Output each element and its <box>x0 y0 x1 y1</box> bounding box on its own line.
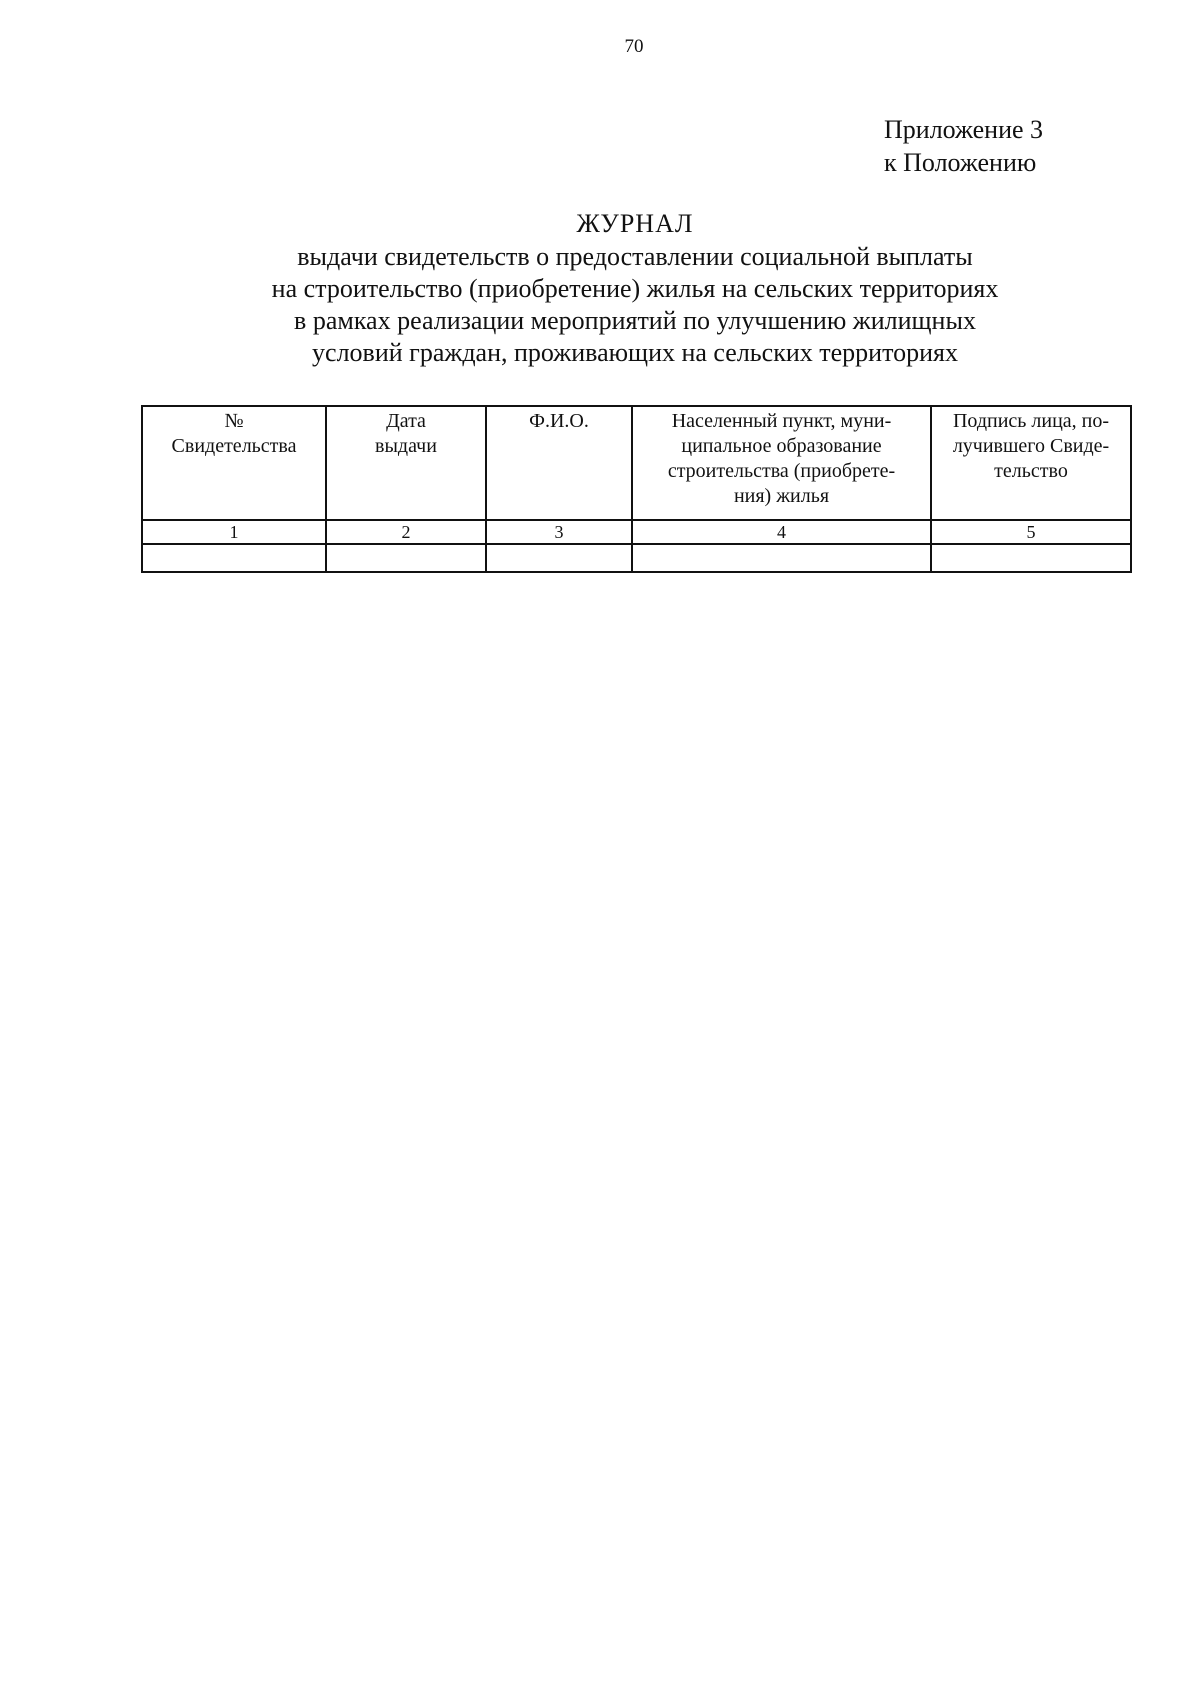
subtitle-line-2: на строительство (приобретение) жилья на сельских территориях <box>271 274 999 303</box>
empty-cell <box>142 544 326 572</box>
header-signature: Подпись лица, по- лучившего Свиде- тельство <box>931 406 1131 520</box>
column-number: 1 <box>142 520 326 544</box>
empty-cell <box>486 544 632 572</box>
table-header-row <box>142 406 1131 520</box>
subtitle-line-4: условий граждан, проживающих на сельских территориях <box>312 338 958 367</box>
page-number: 70 <box>624 36 644 57</box>
column-number: 2 <box>326 520 486 544</box>
table-row <box>142 544 1131 572</box>
header-certificate-number: № Свидетельства <box>142 406 326 520</box>
column-number: 4 <box>632 520 931 544</box>
empty-cell <box>931 544 1131 572</box>
column-number-row <box>142 520 1131 544</box>
header-full-name: Ф.И.О. <box>486 406 632 520</box>
appendix-line-1: Приложение 3 <box>884 115 1044 144</box>
header-issue-date: Дата выдачи <box>326 406 486 520</box>
subtitle-line-1: выдачи свидетельств о предоставлении социальной выплаты <box>297 242 973 271</box>
column-number: 3 <box>486 520 632 544</box>
empty-cell <box>326 544 486 572</box>
document-title: ЖУРНАЛ <box>576 209 694 238</box>
title-block <box>140 207 1130 369</box>
subtitle-line-3: в рамках реализации мероприятий по улучшению жилищных <box>294 306 976 335</box>
header-settlement: Населенный пункт, муни- ципальное образование строительства (приобрете- ния) жилья <box>632 406 931 520</box>
column-number: 5 <box>931 520 1131 544</box>
journal-table <box>141 405 1132 573</box>
appendix-reference <box>884 113 1043 179</box>
empty-cell <box>632 544 931 572</box>
appendix-line-2: к Положению <box>884 148 1037 177</box>
